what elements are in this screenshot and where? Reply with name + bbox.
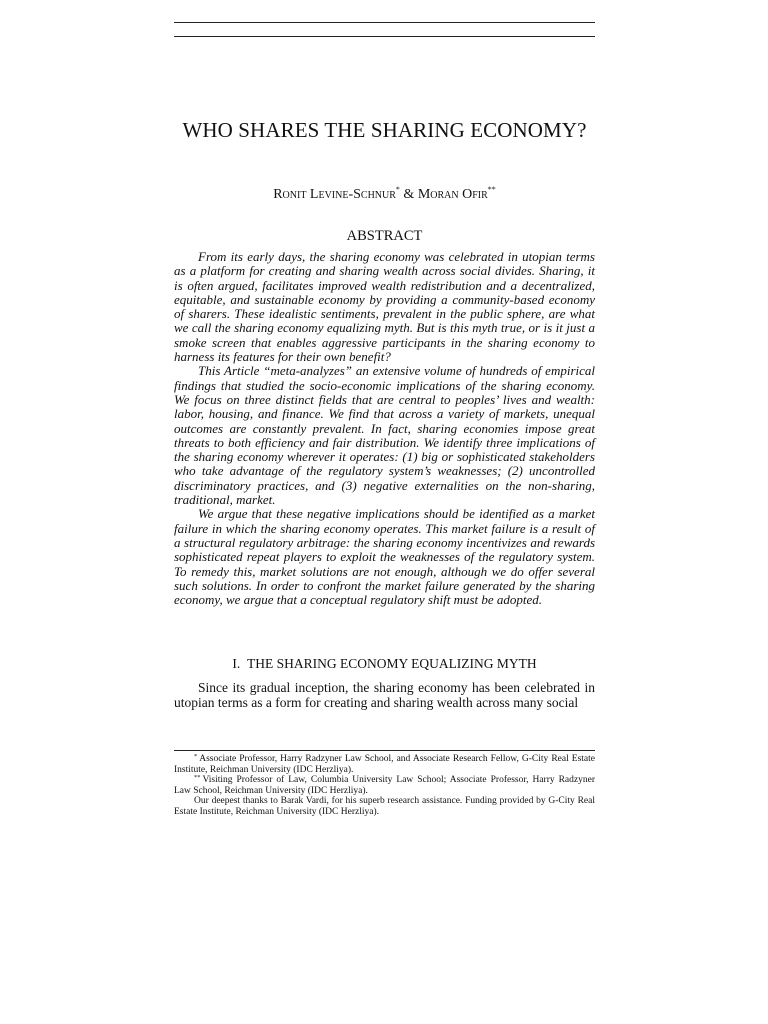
- section-heading: I. THE SHARING ECONOMY EQUALIZING MYTH: [232, 656, 537, 671]
- author-footnote-mark: **: [487, 185, 496, 194]
- author-name: Ronit Levine-Schnur: [273, 187, 396, 202]
- footnote: [174, 754, 595, 775]
- header-rule-top: [174, 22, 595, 23]
- footnote-text: Our deepest thanks to Barak Vardi, for his superb research assistance. Funding provided by G-City Real Estate Institute, Reichman University (IDC Herzliya).: [174, 796, 595, 817]
- body-text: [174, 680, 595, 710]
- abstract-paragraph: This Article “meta-analyzes” an extensive volume of hundreds of empirical findings that studied the socio-economic implications of the sharing economy. We focus on three distinct fields that are central to peoples’ lives and wealth: labor, housing, and finance. We find that across a variety of markets, unequal outcomes are constantly prevalent. In fact, sharing economies impose great threats to both efficiency and fair distribution. We identify three implications of the sharing economy wherever it operates: (1) big or sophisticated stakeholders who take advantage of the regulatory system’s weaknesses; (2) uncontrolled discriminatory practices, and (3) negative externalities on the non-sharing, traditional, market.: [174, 363, 595, 508]
- author-line: [174, 186, 595, 204]
- footnote: [174, 796, 595, 817]
- abstract-body: [174, 250, 595, 607]
- author-footnote-mark: *: [395, 185, 400, 194]
- body-paragraph: Since its gradual inception, the sharing economy has been celebrated in utopian terms as a form for creating and sharing wealth across many social: [174, 680, 595, 710]
- abstract-heading: ABSTRACT: [346, 228, 423, 244]
- footnote-text: Associate Professor, Harry Radzyner Law School, and Associate Research Fellow, G-City Real Estate Institute, Reichman University (IDC Herzliya).: [174, 754, 595, 775]
- footnote-mark: **: [194, 774, 201, 782]
- footnote-mark: *: [194, 753, 198, 760]
- footnotes: [174, 754, 595, 818]
- abstract-paragraph: From its early days, the sharing economy was celebrated in utopian terms as a platform for creating and sharing wealth across social divides. Sharing, it is often argued, facilitates improved wealth redistribution and a decentralized, equitable, and sustainable economy by providing a community-based economy of sharers. These idealistic sentiments, prevalent in the public sphere, are what we call the sharing economy equalizing myth. But is this myth true, or is it just a smoke screen that enables aggressive participants in the sharing economy to harness its features for their own benefit?: [174, 249, 595, 365]
- header-rule-bottom: [174, 36, 595, 37]
- footnote-rule: [174, 750, 595, 751]
- author-separator: &: [399, 187, 418, 202]
- article-title: WHO SHARES THE SHARING ECONOMY?: [182, 118, 587, 142]
- footnote: [174, 775, 595, 796]
- abstract-paragraph: We argue that these negative implications should be identified as a market failure in which the sharing economy operates. This market failure is a result of a structural regulatory arbitrage: the sharing economy incentivizes and rewards sophisticated repeat players to exploit the weaknesses of the regulatory system. To remedy this, market solutions are not enough, although we do offer several such solutions. In order to confront the market failure generated by the sharing economy, we argue that a conceptual regulatory shift must be adopted.: [174, 506, 595, 608]
- author-name: Moran Ofir: [417, 187, 488, 202]
- footnote-text: Visiting Professor of Law, Columbia University Law School; Associate Professor, Harry Radzyner Law School, Reichman University (IDC Herzliya).: [174, 775, 595, 796]
